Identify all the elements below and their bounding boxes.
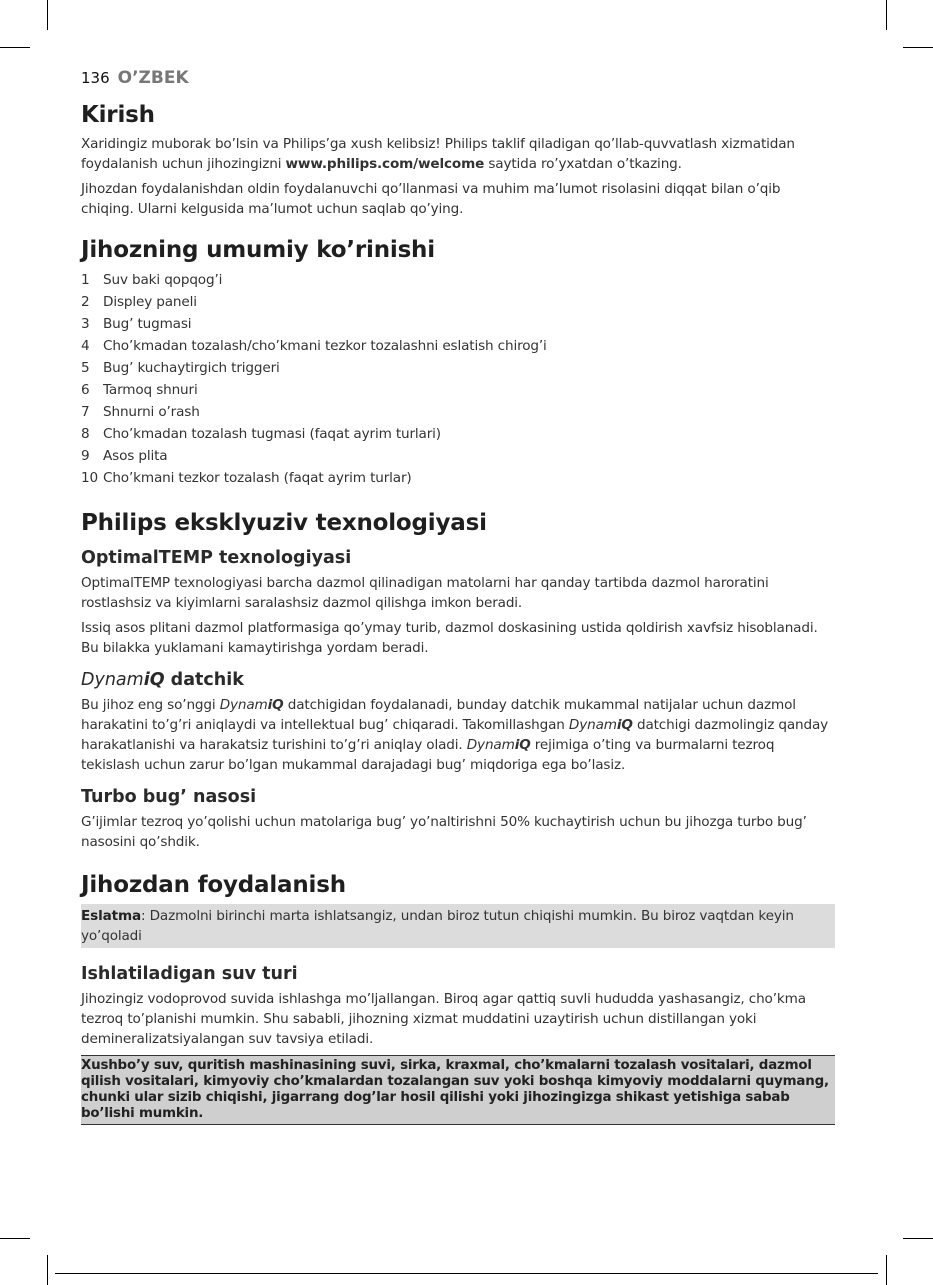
item-label: Cho’kmadan tozalash tugmasi (faqat ayrim turlari) xyxy=(103,426,441,442)
crop-mark-bl-v xyxy=(47,1255,48,1285)
bottom-rule xyxy=(55,1273,878,1274)
dynamiq-text: Bu jihoz eng so’nggi xyxy=(81,697,220,713)
note-text: : Dazmolni birinchi marta ishlatsangiz, undan biroz tutun chiqishi mumkin. Bu biroz vaqtdan keyin yo’qoladi xyxy=(81,908,794,944)
list-item xyxy=(81,335,835,357)
dynamiq-text: datchigi dazmolingiz qanday harakatlanishi va harakatsiz turishini to’g’ri aniqlay oladi. xyxy=(81,717,829,753)
item-number: 1 xyxy=(81,272,90,288)
language-label: O’ZBEK xyxy=(117,68,189,88)
list-item xyxy=(81,379,835,401)
item-number: 8 xyxy=(81,426,90,442)
optimaltemp-paragraph-1: OptimalTEMP texnologiyasi barcha dazmol qilinadigan matolarni har qanday tartibda dazmol haroratini rostlashsiz va kiyimlarni saralashsiz dazmol qilishga imkon beradi. xyxy=(81,575,769,611)
turbo-paragraph: G’ijimlar tezroq yo’qolishi uchun matolariga bug’ yo’naltirishni 50% kuchaytirish uchun bu jihozga turbo bug’ nasosini qo’shdik. xyxy=(81,814,807,850)
list-item xyxy=(81,313,835,335)
warning-box: Xushbo’y suv, quritish mashinasining suvi, sirka, kraxmal, cho’kmalarni tozalash vositalari, dazmol qilish vositalari, kimyoviy cho’kmalardan tozalangan suv yoki boshqa kimyoviy moddalarni quymang, chunki ular sizib chiqishi, jigarrang dog’lar hosil qilishi yoki jihozingizga shikast yetishiga sabab bo’lishi mumkin. xyxy=(81,1055,835,1125)
brand-part: iQ xyxy=(514,737,531,753)
page-header xyxy=(81,68,189,88)
overview-section xyxy=(81,237,835,489)
dynamiq-title-suffix: datchik xyxy=(164,670,244,690)
parts-list xyxy=(81,269,835,489)
usage-section xyxy=(81,872,835,1125)
intro-paragraph-2: Jihozdan foydalanishdan oldin foydalanuvchi qo’llanmasi va muhim ma’lumot risolasini diqqat bilan o’qib chiqing. Ularni kelgusida ma’lumot uchun saqlab qo’ying. xyxy=(81,181,781,217)
crop-mark-tr-v xyxy=(886,0,887,30)
list-item xyxy=(81,423,835,445)
item-number: 7 xyxy=(81,404,90,420)
dynamiq-logo xyxy=(81,670,165,690)
list-item xyxy=(81,467,835,489)
crop-mark-bl-h xyxy=(0,1238,30,1239)
intro-p1-after: saytida ro’yxatdan o’tkazing. xyxy=(484,156,682,172)
item-number: 6 xyxy=(81,382,90,398)
brand-part: iQ xyxy=(143,670,165,690)
dynamiq-text: rejimiga o’ting va burmalarni tezroq tekislash uchun zarur bo’lgan mukammal darajadagi bug’ miqdoriga ega bo’lasiz. xyxy=(81,737,775,773)
item-number: 3 xyxy=(81,316,90,332)
note-box xyxy=(81,904,835,948)
overview-title: Jihozning umumiy ko’rinishi xyxy=(81,237,435,263)
list-item xyxy=(81,445,835,467)
list-item xyxy=(81,269,835,291)
item-number: 9 xyxy=(81,448,90,464)
brand-part: Dynam xyxy=(81,670,144,690)
intro-title: Kirish xyxy=(81,102,155,128)
crop-mark-br-h xyxy=(903,1238,933,1239)
brand-part: iQ xyxy=(616,717,633,733)
brand-part: Dynam xyxy=(219,697,268,713)
water-type-paragraph: Jihozingiz vodoprovod suvida ishlashga mo’ljallangan. Biroq agar qattiq suvli hududda yashasangiz, cho’kma tezroq to’planishi mumkin. Shu sababli, jihozning xizmat muddatini uzaytirish uchun distillangan yoki demineralizatsiyalangan suv tavsiya etiladi. xyxy=(81,991,806,1047)
item-label: Bug’ tugmasi xyxy=(103,316,192,332)
item-label: Asos plita xyxy=(103,448,168,464)
item-number: 10 xyxy=(81,470,98,486)
item-number: 4 xyxy=(81,338,90,354)
item-label: Displey paneli xyxy=(103,294,197,310)
welcome-link[interactable]: www.philips.com/welcome xyxy=(285,156,485,172)
intro-paragraph-1 xyxy=(81,134,835,174)
item-number: 5 xyxy=(81,360,90,376)
item-label: Cho’kmani tezkor tozalash (faqat ayrim turlar) xyxy=(103,470,412,486)
dynamiq-logo xyxy=(467,737,531,753)
turbo-title: Turbo bug’ nasosi xyxy=(81,787,257,807)
brand-part: iQ xyxy=(267,697,284,713)
dynamiq-text: datchigidan foydalanadi, bunday datchik mukammal natijalar uchun dazmol harakatini to’g’ri aniqlaydi va intellektual bug’ chiqaradi. Takomillashgan xyxy=(81,697,796,733)
brand-part: Dynam xyxy=(568,717,617,733)
page-number: 136 xyxy=(81,69,110,87)
item-label: Tarmoq shnuri xyxy=(103,382,198,398)
item-label: Bug’ kuchaytirgich triggeri xyxy=(103,360,280,376)
crop-mark-tl-h xyxy=(0,47,30,48)
crop-mark-tl-v xyxy=(47,0,48,30)
technology-title: Philips eksklyuziv texnologiyasi xyxy=(81,510,487,536)
dynamiq-title xyxy=(81,670,835,690)
usage-title: Jihozdan foydalanish xyxy=(81,872,346,898)
note-label: Eslatma xyxy=(81,908,141,924)
page-content xyxy=(81,102,835,1125)
crop-mark-tr-h xyxy=(903,47,933,48)
water-type-title: Ishlatiladigan suv turi xyxy=(81,964,298,984)
list-item xyxy=(81,357,835,379)
optimaltemp-paragraph-2: Issiq asos plitani dazmol platformasiga qo’ymay turib, dazmol doskasining ustida qoldirish xavfsiz hisoblanadi. Bu bilakka yuklamani kamaytirishga yordam beradi. xyxy=(81,620,818,656)
list-item xyxy=(81,291,835,313)
technology-section xyxy=(81,510,835,852)
list-item xyxy=(81,401,835,423)
dynamiq-logo xyxy=(220,697,284,713)
brand-part: Dynam xyxy=(466,737,515,753)
item-number: 2 xyxy=(81,294,90,310)
dynamiq-logo xyxy=(569,717,633,733)
item-label: Suv baki qopqog’i xyxy=(103,272,223,288)
optimaltemp-title: OptimalTEMP texnologiyasi xyxy=(81,548,352,568)
item-label: Cho’kmadan tozalash/cho’kmani tezkor tozalashni eslatish chirog’i xyxy=(103,338,547,354)
intro-p1-before: Xaridingiz muborak bo’lsin va Philips’ga xush kelibsiz! Philips taklif qiladigan qo’llab-quvvatlash xizmatidan foydalanish uchun jihozingizni xyxy=(81,136,795,172)
dynamiq-paragraph xyxy=(81,695,835,775)
intro-section xyxy=(81,102,835,219)
crop-mark-br-v xyxy=(886,1255,887,1285)
item-label: Shnurni o’rash xyxy=(103,404,200,420)
